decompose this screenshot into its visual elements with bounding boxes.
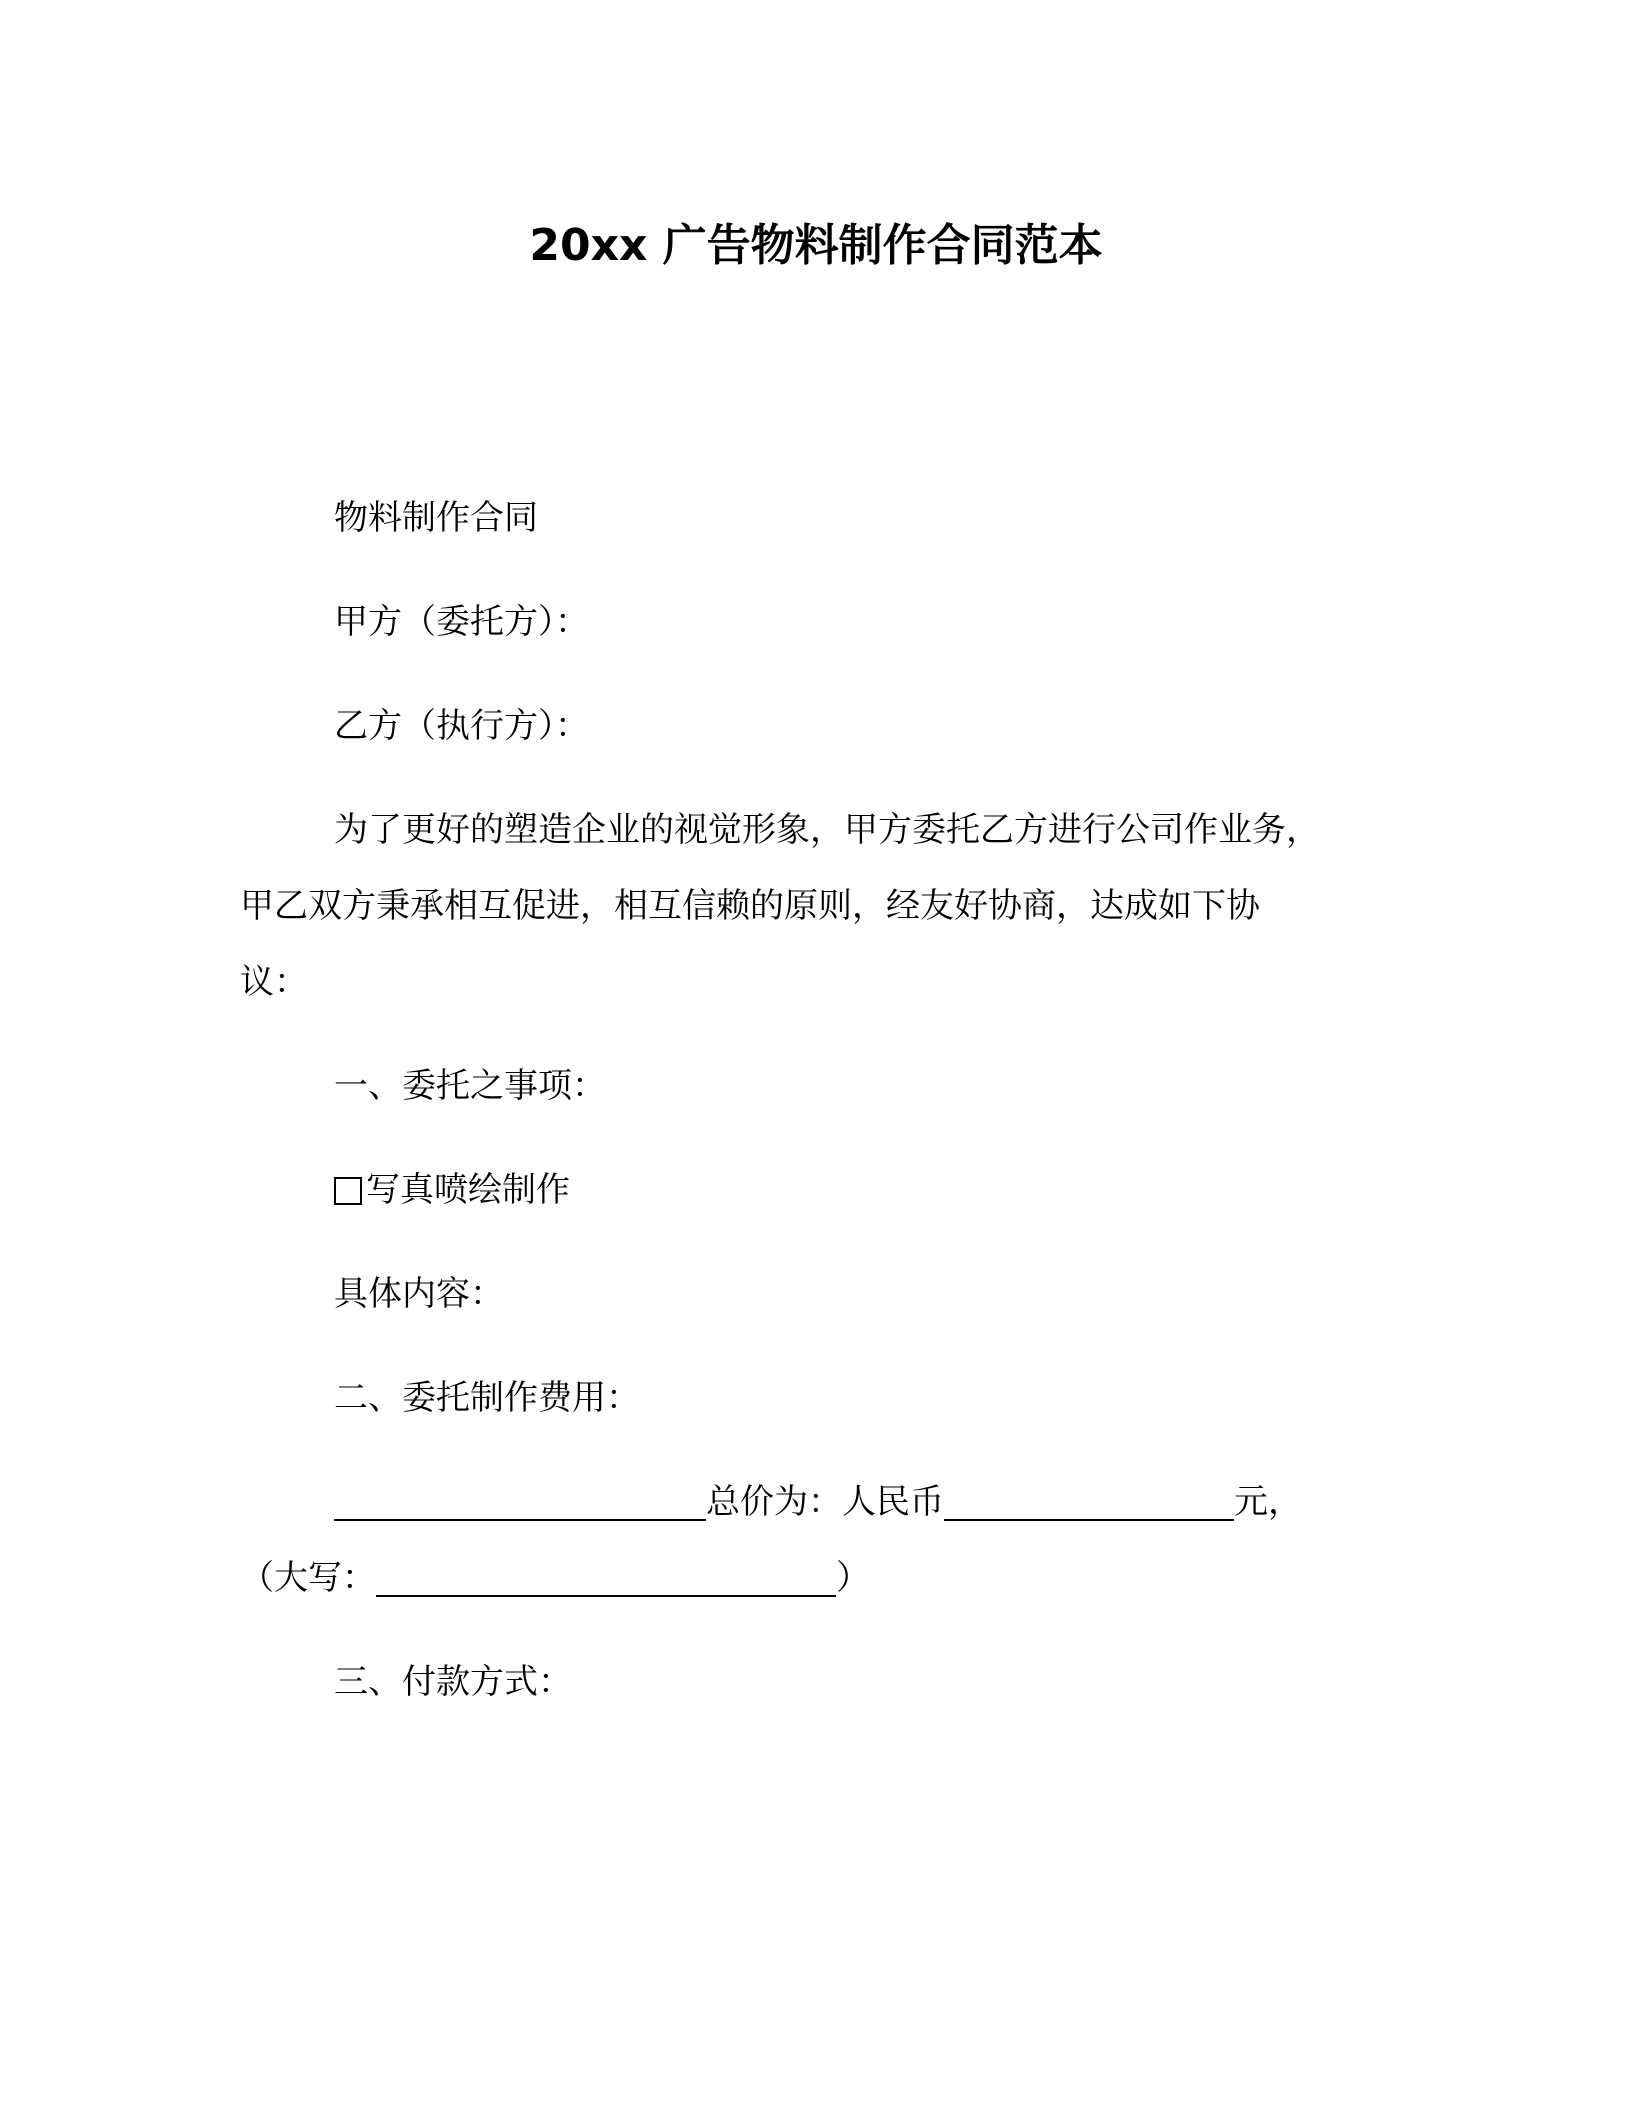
intro-line-3: 议： (240, 962, 308, 1002)
section-3-heading: 三、付款方式： (334, 1662, 572, 1702)
party-b-label: 乙方（执行方）： (334, 706, 589, 746)
item-blank-field[interactable] (334, 1485, 706, 1521)
capital-open-label: （大写： (240, 1558, 376, 1598)
document-title: 20xx 广告物料制作合同范本 (529, 220, 1103, 271)
capital-close-label: ） (836, 1558, 870, 1598)
intro-line-2: 甲乙双方秉承相互促进，相互信赖的原则，经友好协商，达成如下协 (240, 886, 1260, 926)
capital-blank-field[interactable] (376, 1561, 836, 1597)
currency-suffix: 元， (1234, 1482, 1302, 1522)
contract-subtitle: 物料制作合同 (334, 498, 538, 538)
amount-blank-field[interactable] (944, 1485, 1234, 1521)
capital-amount-row (240, 1554, 870, 1602)
section-1-heading: 一、委托之事项： (334, 1066, 606, 1106)
total-price-label: 总价为：人民币 (706, 1482, 944, 1522)
intro-line-1: 为了更好的塑造企业的视觉形象，甲方委托乙方进行公司作业务， (334, 810, 1320, 850)
content-label: 具体内容： (334, 1274, 504, 1314)
total-price-row (334, 1478, 1302, 1526)
party-a-label: 甲方（委托方）： (334, 602, 589, 642)
checkbox-icon[interactable] (334, 1177, 362, 1205)
section-2-heading: 二、委托制作费用： (334, 1378, 640, 1418)
checkbox-row (334, 1166, 570, 1214)
checkbox-item-label: 写真喷绘制作 (366, 1170, 570, 1210)
